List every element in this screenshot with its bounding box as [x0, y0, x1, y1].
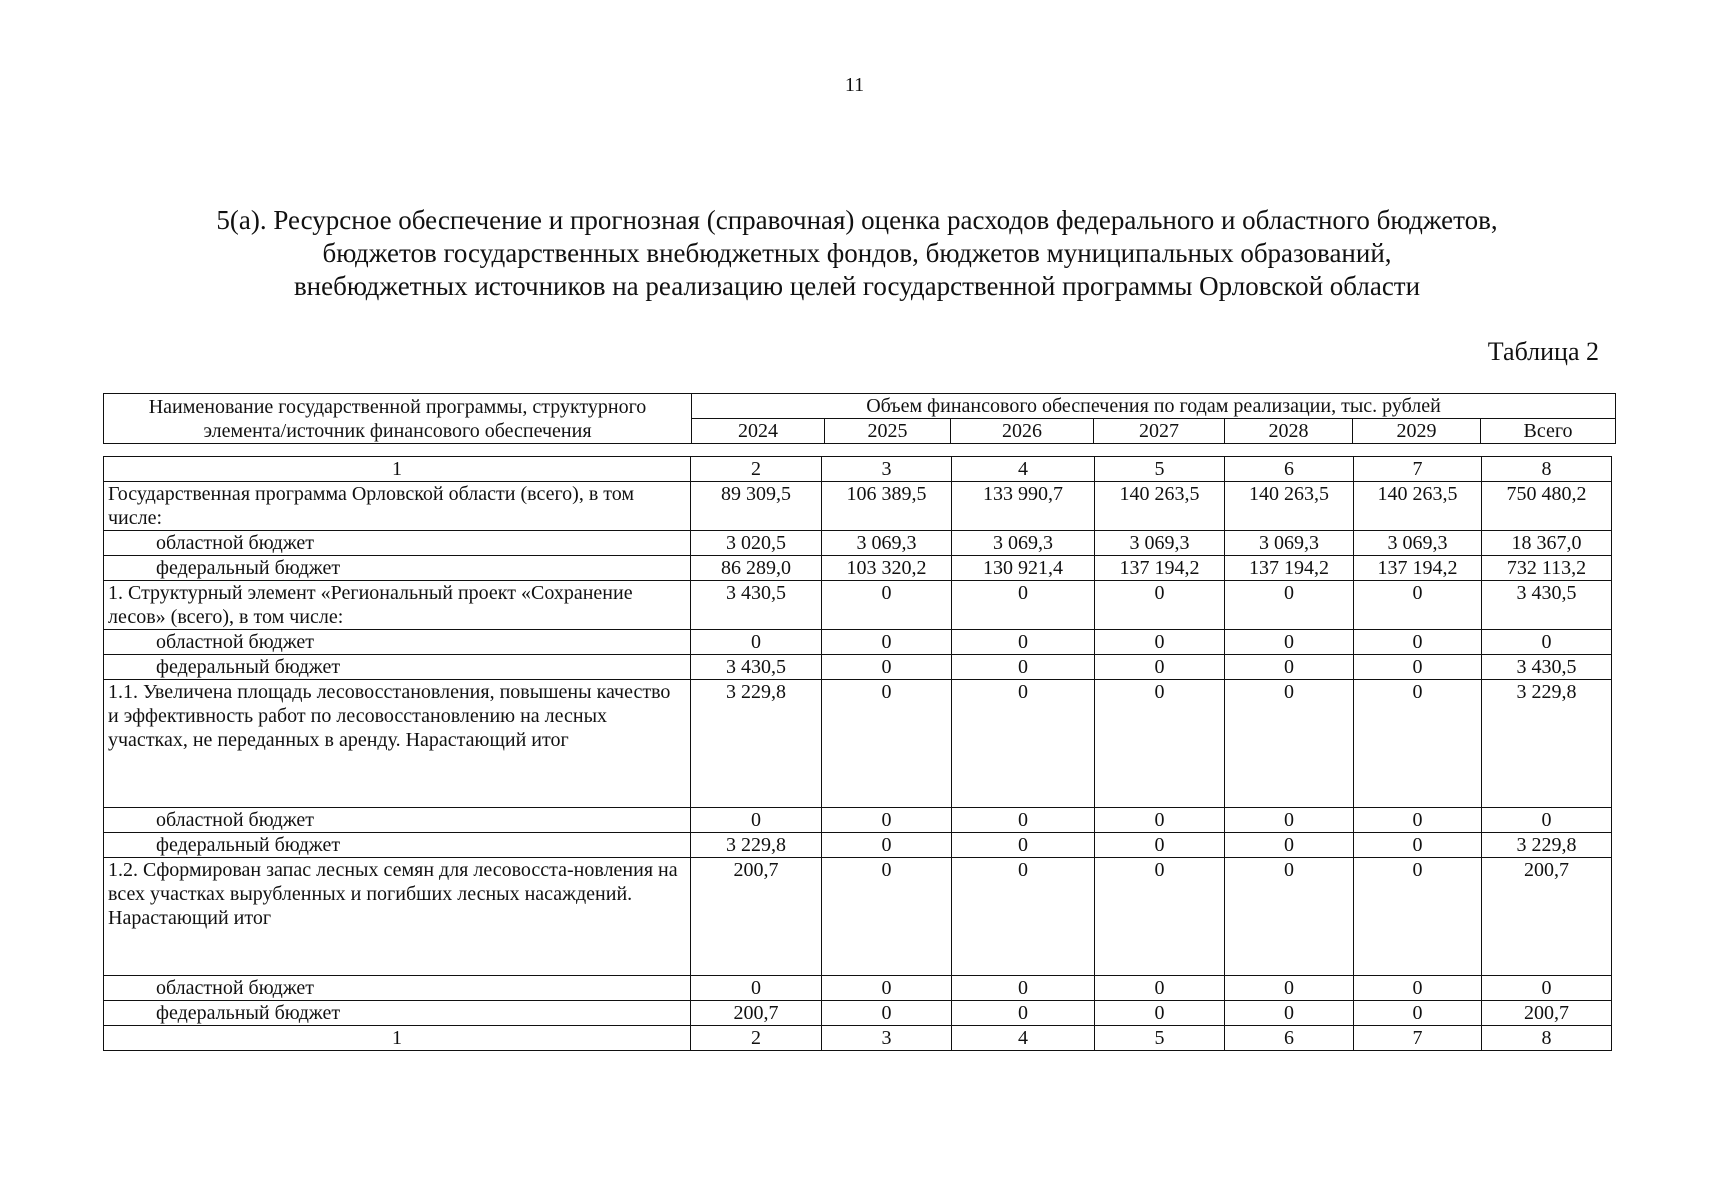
column-number: 7: [1354, 457, 1482, 482]
cell-value: 0: [691, 808, 822, 833]
cell-value: 0: [691, 630, 822, 655]
header-year: 2028: [1225, 419, 1353, 444]
cell-value: 0: [1095, 630, 1225, 655]
cell-value: 3 069,3: [1095, 531, 1225, 556]
header-year: 2027: [1094, 419, 1225, 444]
cell-value: 0: [822, 858, 952, 976]
column-number: 2: [691, 457, 822, 482]
cell-value: 0: [1354, 858, 1482, 976]
cell-value: 0: [1354, 808, 1482, 833]
cell-value: 3 430,5: [691, 581, 822, 630]
column-number: 7: [1354, 1026, 1482, 1051]
column-number: 6: [1225, 457, 1354, 482]
title-line: бюджетов государственных внебюджетных фондов, бюджетов муниципальных образований,: [322, 238, 1392, 268]
cell-value: 89 309,5: [691, 482, 822, 531]
cell-value: 137 194,2: [1095, 556, 1225, 581]
header-year: 2025: [825, 419, 951, 444]
table-row: [104, 581, 1612, 630]
row-name: 1. Структурный элемент «Региональный проект «Сохранение лесов» (всего), в том числе:: [104, 581, 691, 630]
cell-value: 0: [822, 808, 952, 833]
cell-value: 0: [822, 630, 952, 655]
cell-value: 0: [1095, 581, 1225, 630]
table-row: [104, 655, 1612, 680]
column-number: 5: [1095, 1026, 1225, 1051]
cell-value: 0: [952, 680, 1095, 808]
cell-value: 0: [952, 808, 1095, 833]
row-name: Государственная программа Орловской области (всего), в том числе:: [104, 482, 691, 531]
cell-value: 0: [1225, 858, 1354, 976]
cell-value: 3 430,5: [1482, 581, 1612, 630]
cell-value: 140 263,5: [1095, 482, 1225, 531]
financing-table: [103, 456, 1612, 1051]
cell-value: 3 069,3: [822, 531, 952, 556]
row-name: федеральный бюджет: [104, 556, 691, 581]
cell-value: 0: [822, 680, 952, 808]
cell-value: 0: [952, 1001, 1095, 1026]
cell-value: 103 320,2: [822, 556, 952, 581]
cell-value: 106 389,5: [822, 482, 952, 531]
cell-value: 0: [952, 630, 1095, 655]
cell-value: 0: [1354, 630, 1482, 655]
cell-value: 732 113,2: [1482, 556, 1612, 581]
table-header: [103, 393, 1616, 444]
cell-value: 0: [1482, 808, 1612, 833]
column-number: 5: [1095, 457, 1225, 482]
cell-value: 0: [1354, 680, 1482, 808]
cell-value: 0: [1095, 1001, 1225, 1026]
cell-value: 0: [691, 976, 822, 1001]
cell-value: 0: [1354, 655, 1482, 680]
cell-value: 3 069,3: [952, 531, 1095, 556]
cell-value: 0: [1095, 976, 1225, 1001]
table-label: Таблица 2: [1487, 337, 1599, 366]
row-name: областной бюджет: [104, 808, 691, 833]
header-year: 2029: [1353, 419, 1481, 444]
row-name: федеральный бюджет: [104, 655, 691, 680]
cell-value: 0: [822, 976, 952, 1001]
cell-value: 0: [1095, 858, 1225, 976]
cell-value: 0: [1354, 1001, 1482, 1026]
row-name: 1.1. Увеличена площадь лесовосстановления, повышены качество и эффективность работ по лесовосстановлению на лесных участках, не переданных в аренду. Нарастающий итог: [104, 680, 691, 808]
cell-value: 0: [822, 581, 952, 630]
row-name: областной бюджет: [104, 630, 691, 655]
row-name: федеральный бюджет: [104, 833, 691, 858]
cell-value: 130 921,4: [952, 556, 1095, 581]
header-year: 2024: [692, 419, 825, 444]
table-row: [104, 680, 1612, 808]
cell-value: 0: [952, 581, 1095, 630]
header-year: 2026: [951, 419, 1094, 444]
cell-value: 18 367,0: [1482, 531, 1612, 556]
cell-value: 0: [952, 655, 1095, 680]
cell-value: 3 229,8: [1482, 680, 1612, 808]
column-number: 8: [1482, 1026, 1612, 1051]
table-row: [104, 1001, 1612, 1026]
cell-value: 3 430,5: [1482, 655, 1612, 680]
column-number: 4: [952, 457, 1095, 482]
cell-value: 0: [1095, 680, 1225, 808]
header-total: Всего: [1481, 419, 1616, 444]
header-name-column: Наименование государственной программы, структурного элемента/источник финансового обеспечения: [104, 394, 692, 444]
cell-value: 200,7: [691, 1001, 822, 1026]
cell-value: 3 069,3: [1225, 531, 1354, 556]
cell-value: 0: [822, 655, 952, 680]
column-number-row: [104, 457, 1612, 482]
cell-value: 3 229,8: [1482, 833, 1612, 858]
cell-value: 0: [1225, 630, 1354, 655]
cell-value: 137 194,2: [1354, 556, 1482, 581]
column-number: 8: [1482, 457, 1612, 482]
cell-value: 0: [1482, 976, 1612, 1001]
cell-value: 0: [1354, 976, 1482, 1001]
row-name: федеральный бюджет: [104, 1001, 691, 1026]
cell-value: 0: [1225, 976, 1354, 1001]
cell-value: 3 069,3: [1354, 531, 1482, 556]
row-name: 1.2. Сформирован запас лесных семян для лесовосста-новления на всех участках вырубленных и погибших лесных насаждений. Нарастающий итог: [104, 858, 691, 976]
header-volume-column: Объем финансового обеспечения по годам реализации, тыс. рублей: [692, 394, 1616, 419]
cell-value: 3 020,5: [691, 531, 822, 556]
cell-value: 0: [1095, 833, 1225, 858]
table-row: [104, 630, 1612, 655]
column-number: 6: [1225, 1026, 1354, 1051]
table-row: [104, 808, 1612, 833]
cell-value: 3 229,8: [691, 833, 822, 858]
cell-value: 0: [1354, 833, 1482, 858]
cell-value: 0: [952, 976, 1095, 1001]
row-name: областной бюджет: [104, 531, 691, 556]
cell-value: 200,7: [1482, 858, 1612, 976]
cell-value: 0: [822, 1001, 952, 1026]
cell-value: 0: [952, 833, 1095, 858]
column-number: 4: [952, 1026, 1095, 1051]
cell-value: 0: [822, 833, 952, 858]
cell-value: 140 263,5: [1354, 482, 1482, 531]
cell-value: 200,7: [1482, 1001, 1612, 1026]
table-row: [104, 976, 1612, 1001]
table-row: [104, 556, 1612, 581]
cell-value: 0: [1225, 1001, 1354, 1026]
cell-value: 0: [1225, 808, 1354, 833]
cell-value: 0: [952, 858, 1095, 976]
cell-value: 0: [1095, 655, 1225, 680]
cell-value: 140 263,5: [1225, 482, 1354, 531]
column-number: 1: [104, 1026, 691, 1051]
cell-value: 0: [1225, 581, 1354, 630]
title-line: 5(а). Ресурсное обеспечение и прогнозная (справочная) оценка расходов федерального и областного бюджетов,: [216, 205, 1498, 235]
row-name: областной бюджет: [104, 976, 691, 1001]
document-title: [120, 204, 1594, 303]
cell-value: 3 229,8: [691, 680, 822, 808]
cell-value: 86 289,0: [691, 556, 822, 581]
cell-value: 133 990,7: [952, 482, 1095, 531]
page-number: 11: [844, 74, 865, 96]
cell-value: 3 430,5: [691, 655, 822, 680]
table-row: [104, 482, 1612, 531]
column-number: 3: [822, 457, 952, 482]
table-row: [104, 858, 1612, 976]
column-number-row-footer: [104, 1026, 1612, 1051]
title-line: внебюджетных источников на реализацию целей государственной программы Орловской области: [293, 271, 1421, 301]
column-number: 3: [822, 1026, 952, 1051]
cell-value: 0: [1354, 581, 1482, 630]
cell-value: 0: [1225, 655, 1354, 680]
cell-value: 0: [1225, 833, 1354, 858]
cell-value: 0: [1095, 808, 1225, 833]
cell-value: 137 194,2: [1225, 556, 1354, 581]
column-number: 2: [691, 1026, 822, 1051]
table-row: [104, 531, 1612, 556]
cell-value: 750 480,2: [1482, 482, 1612, 531]
cell-value: 0: [1225, 680, 1354, 808]
table-row: [104, 833, 1612, 858]
cell-value: 200,7: [691, 858, 822, 976]
column-number: 1: [104, 457, 691, 482]
cell-value: 0: [1482, 630, 1612, 655]
